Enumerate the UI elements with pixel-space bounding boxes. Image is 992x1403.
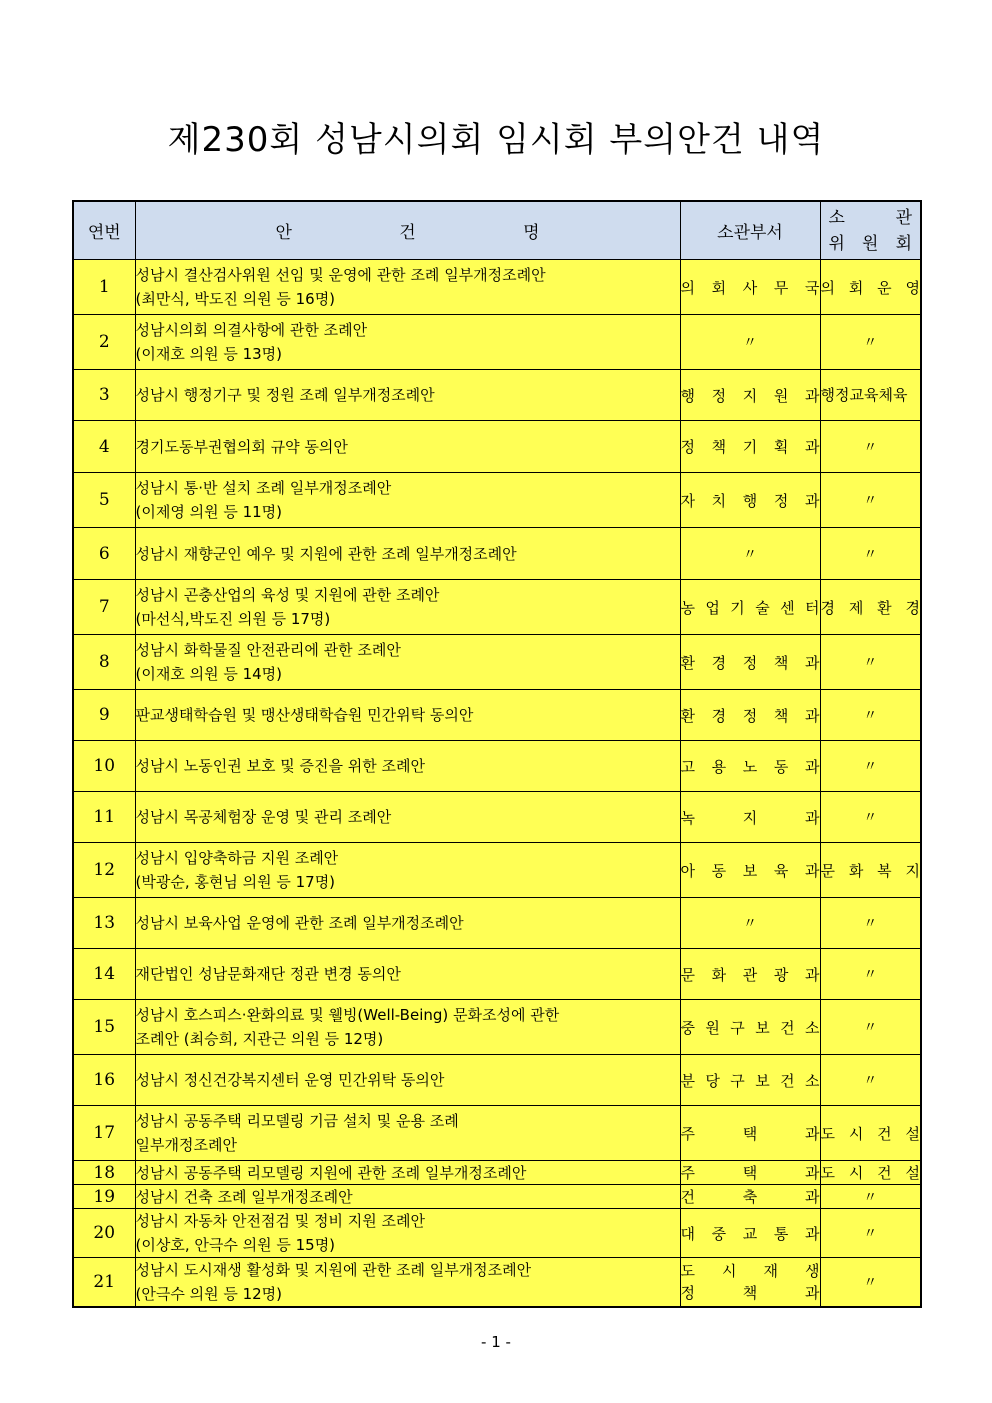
department-name: 환 경 정 책 과 [680,653,820,672]
committee: 〃 [820,1000,921,1055]
table-row [73,1055,921,1106]
agenda-item-sponsors: (마선식,박도진 의원 등 17명) [135,610,331,628]
agenda-table [72,200,922,1308]
agenda-item-title: 성남시 통·반 설치 조례 일부개정조례안 [135,479,392,497]
department-name: 자 치 행 정 과 [680,491,820,510]
department-name: 분 당 구 보 건 소 [680,1071,820,1090]
committee: 〃 [820,949,921,1000]
committee: 〃 [820,315,921,370]
responsible-department [680,792,820,843]
agenda-item [135,1258,680,1308]
department-name: 정 책 기 획 과 [680,438,820,456]
table-row [73,1106,921,1161]
table-row [73,949,921,1000]
agenda-item-sponsors: 일부개정조례안 [135,1136,237,1154]
header-item [135,201,680,260]
agenda-item [135,1161,680,1185]
row-number: 17 [73,1106,135,1161]
row-number: 4 [73,421,135,473]
page-number: - 1 - [481,1333,511,1351]
agenda-item-sponsors: (이재호 의원 등 13명) [135,345,283,363]
responsible-department [680,635,820,690]
responsible-department [680,315,820,370]
responsible-department [680,949,820,1000]
agenda-item [135,898,680,949]
agenda-item-sponsors: (안극수 의원 등 12명) [135,1285,283,1303]
agenda-item [135,741,680,792]
committee: 경 제 환 경 [820,580,921,635]
header-dept: 소관부서 [680,201,820,260]
row-number: 8 [73,635,135,690]
agenda-item [135,949,680,1000]
table-row [73,898,921,949]
table-row [73,1209,921,1258]
table-row [73,260,921,315]
table-row [73,370,921,421]
committee: 〃 [820,690,921,741]
agenda-item [135,1185,680,1209]
table-row [73,528,921,580]
agenda-item-sponsors: (이재호 의원 등 14명) [135,665,283,683]
department-name: 아 동 보 육 과 [680,861,820,880]
agenda-item-sponsors: (박광순, 홍현님 의원 등 17명) [135,873,336,891]
agenda-item-title: 성남시 보육사업 운영에 관한 조례 일부개정조례안 [135,914,464,932]
department-name: 환 경 정 책 과 [680,706,820,725]
table-row [73,1185,921,1209]
row-number: 13 [73,898,135,949]
responsible-department [680,1000,820,1055]
agenda-item-sponsors: (이상호, 안극수 의원 등 15명) [135,1236,336,1254]
agenda-item-title: 성남시 공동주택 리모델링 기금 설치 및 운용 조례 [135,1112,459,1130]
responsible-department [680,898,820,949]
agenda-item-title: 성남시 입양축하금 지원 조례안 [135,849,339,867]
table-row [73,843,921,898]
table-row [73,1258,921,1308]
department-name: 〃 [743,546,757,563]
row-number: 12 [73,843,135,898]
committee: 〃 [820,528,921,580]
table-row [73,741,921,792]
department-name: 의 회 사 무 국 [680,278,820,297]
agenda-item-title: 성남시 노동인권 보호 및 증진을 위한 조례안 [135,757,425,775]
committee: 행정교육체육 [820,370,921,421]
agenda-item [135,1055,680,1106]
department-name: 고 용 노 동 과 [680,757,820,776]
department-name: 문 화 관 광 과 [680,965,820,984]
agenda-item-sponsors: (최만식, 박도진 의원 등 16명) [135,290,336,308]
agenda-item-title: 성남시 재향군인 예우 및 지원에 관한 조례 일부개정조례안 [135,544,517,563]
agenda-item-title: 성남시 화학물질 안전관리에 관한 조례안 [135,641,401,659]
responsible-department [680,1258,820,1308]
agenda-item [135,1209,680,1258]
department-name: 〃 [743,916,757,932]
row-number: 9 [73,690,135,741]
department-name: 주 택 과 [680,1124,820,1143]
header-committee-line1: 소 관 [828,207,912,228]
row-number: 3 [73,370,135,421]
committee: 〃 [820,635,921,690]
committee: 〃 [820,741,921,792]
row-number: 14 [73,949,135,1000]
agenda-item [135,1106,680,1161]
department-name: 행 정 지 원 과 [680,386,820,405]
responsible-department [680,260,820,315]
agenda-item [135,580,680,635]
agenda-item-title: 성남시 자동차 안전점검 및 정비 지원 조례안 [135,1212,425,1230]
agenda-item-title: 성남시 행정기구 및 정원 조례 일부개정조례안 [135,386,435,404]
row-number: 19 [73,1185,135,1209]
responsible-department [680,473,820,528]
department-name: 중 원 구 보 건 소 [680,1018,820,1037]
committee: 〃 [820,1258,921,1308]
department-name: 대 중 교 통 과 [680,1224,820,1243]
responsible-department [680,528,820,580]
responsible-department [680,1161,820,1185]
row-number: 6 [73,528,135,580]
agenda-item-title: 성남시 목공체험장 운영 및 관리 조례안 [135,808,392,826]
table-row [73,315,921,370]
row-number: 16 [73,1055,135,1106]
row-number: 2 [73,315,135,370]
responsible-department [680,843,820,898]
row-number: 10 [73,741,135,792]
row-number: 7 [73,580,135,635]
responsible-department [680,1209,820,1258]
department-name: 〃 [743,335,757,351]
row-number: 11 [73,792,135,843]
committee: 도 시 건 설 [820,1106,921,1161]
table-row [73,635,921,690]
responsible-department [680,690,820,741]
committee: 〃 [820,473,921,528]
agenda-item-sponsors: 조례안 (최승희, 지관근 의원 등 12명) [135,1030,384,1048]
row-number: 18 [73,1161,135,1185]
committee: 〃 [820,421,921,473]
responsible-department [680,741,820,792]
agenda-item-title: 성남시 결산검사위원 선임 및 운영에 관한 조례 일부개정조례안 [135,266,546,284]
responsible-department [680,1185,820,1209]
table-header-row [73,201,921,260]
agenda-item [135,473,680,528]
header-committee-line2: 위 원 회 [828,233,912,254]
committee: 〃 [820,1185,921,1209]
committee: 도 시 건 설 [820,1161,921,1185]
committee: 〃 [820,1055,921,1106]
department-name: 도 시 재 생 [680,1262,820,1280]
agenda-item [135,421,680,473]
agenda-item-title: 성남시 호스피스·완화의료 및 웰빙(Well-Being) 문화조성에 관한 [135,1006,560,1024]
committee: 의 회 운 영 [820,260,921,315]
document-title: 제230회 성남시의회 임시회 부의안건 내역 [167,120,825,160]
responsible-department [680,421,820,473]
row-number: 5 [73,473,135,528]
table-row [73,690,921,741]
table-row [73,1000,921,1055]
committee: 문 화 복 지 [820,843,921,898]
header-no: 연번 [73,201,135,260]
agenda-item-title: 재단법인 성남문화재단 정관 변경 동의안 [135,965,401,983]
agenda-item [135,528,680,580]
department-name-line2: 정 책 과 [680,1284,820,1302]
table-row [73,421,921,473]
agenda-item-title: 성남시 정신건강복지센터 운영 민간위탁 동의안 [135,1071,445,1089]
agenda-item-title: 성남시 공동주택 리모델링 지원에 관한 조례 일부개정조례안 [135,1163,527,1182]
table-row [73,473,921,528]
department-name: 건 축 과 [680,1188,820,1206]
department-name: 주 택 과 [680,1164,820,1182]
agenda-item [135,635,680,690]
responsible-department [680,370,820,421]
agenda-item [135,690,680,741]
table-row [73,792,921,843]
responsible-department [680,580,820,635]
header-committee [820,201,921,260]
agenda-item [135,315,680,370]
row-number: 21 [73,1258,135,1308]
agenda-item [135,843,680,898]
agenda-item [135,260,680,315]
responsible-department [680,1055,820,1106]
department-name: 녹 지 과 [680,808,820,827]
row-number: 15 [73,1000,135,1055]
agenda-item-title: 성남시 도시재생 활성화 및 지원에 관한 조례 일부개정조례안 [135,1261,532,1279]
row-number: 1 [73,260,135,315]
agenda-item-title: 경기도동부권협의회 규약 동의안 [135,437,348,456]
agenda-item-title: 성남시 곤충산업의 육성 및 지원에 관한 조례안 [135,586,440,604]
table-row [73,1161,921,1185]
committee: 〃 [820,1209,921,1258]
row-number: 20 [73,1209,135,1258]
agenda-item-title: 성남시 건축 조례 일부개정조례안 [135,1187,353,1206]
table-row [73,580,921,635]
agenda-item-title: 판교생태학습원 및 맹산생태학습원 민간위탁 동의안 [135,706,474,724]
committee: 〃 [820,898,921,949]
agenda-item [135,370,680,421]
header-item-label: 안 건 명 [275,223,540,243]
agenda-item [135,1000,680,1055]
agenda-item [135,792,680,843]
committee: 〃 [820,792,921,843]
responsible-department [680,1106,820,1161]
agenda-item-sponsors: (이제영 의원 등 11명) [135,503,283,521]
agenda-item-title: 성남시의회 의결사항에 관한 조례안 [135,321,368,339]
department-name: 농 업 기 술 센 터 [680,598,820,617]
